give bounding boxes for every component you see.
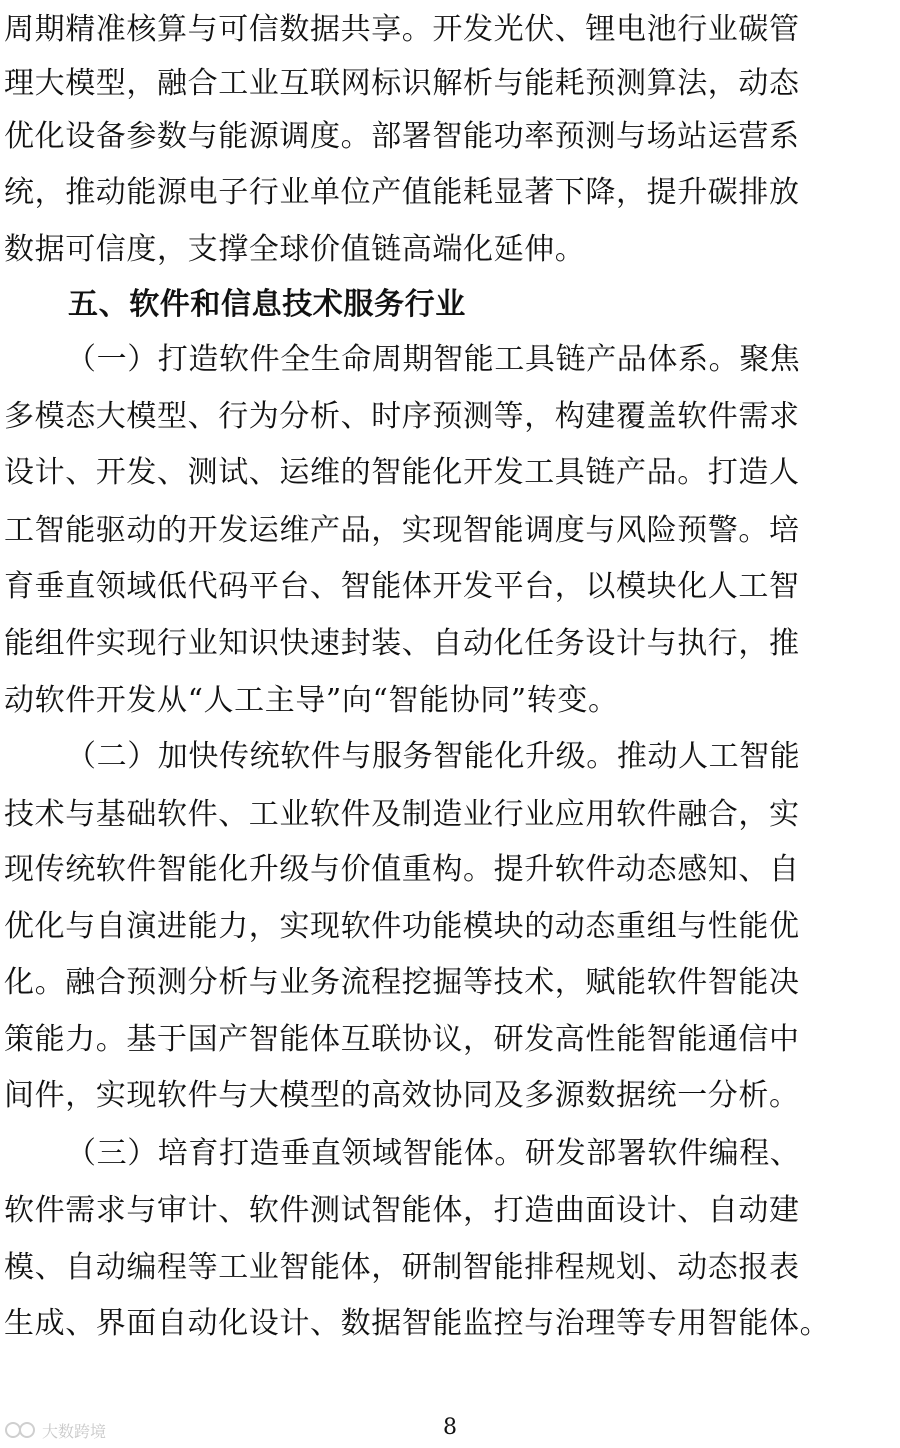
paragraph-line: 多模态大模型、行为分析、时序预测等，构建覆盖软件需求 bbox=[4, 399, 800, 434]
page-number: 8 bbox=[443, 1415, 457, 1440]
paragraph-line: 模、自动编程等工业智能体，研制智能排程规划、动态报表 bbox=[4, 1250, 800, 1285]
paragraph-line: 策能力。基于国产智能体互联协议，研发高性能智能通信中 bbox=[4, 1022, 800, 1057]
paragraph-line: 理大模型，融合工业互联网标识解析与能耗预测算法，动态 bbox=[4, 66, 800, 101]
paragraph-line: 周期精准核算与可信数据共享。开发光伏、锂电池行业碳管 bbox=[4, 12, 800, 47]
paragraph-line: 间件，实现软件与大模型的高效协同及多源数据统一分析。 bbox=[4, 1078, 800, 1113]
paragraph-line: 工智能驱动的开发运维产品，实现智能调度与风险预警。培 bbox=[4, 513, 800, 548]
subsection-title: （三）培育打造垂直领域智能体。 bbox=[66, 1136, 525, 1171]
watermark-text: 大数跨境 bbox=[42, 1421, 107, 1441]
paragraph-line: 能组件实现行业知识快速封装、自动化任务设计与执行，推 bbox=[4, 626, 800, 661]
paragraph-line: 数据可信度，支撑全球价值链高端化延伸。 bbox=[4, 232, 586, 267]
paragraph-text: 研发部署软件编程、 bbox=[525, 1136, 801, 1171]
paragraph-line: 优化设备参数与能源调度。部署智能功率预测与场站运营系 bbox=[4, 119, 800, 154]
subsection-line bbox=[0, 1126, 900, 1182]
paragraph-line: 育垂直领域低代码平台、智能体开发平台，以模块化人工智 bbox=[4, 569, 800, 604]
paragraph-line: 软件需求与审计、软件测试智能体，打造曲面设计、自动建 bbox=[4, 1193, 800, 1228]
subsection-title: （二）加快传统软件与服务智能化升级。 bbox=[66, 739, 617, 774]
paragraph-line: 化。融合预测分析与业务流程挖掘等技术，赋能软件智能决 bbox=[4, 965, 800, 1000]
subsection-title: （一）打造软件全生命周期智能工具链产品体系。 bbox=[66, 342, 740, 377]
paragraph-line: 统，推动能源电子行业单位产值能耗显著下降，提升碳排放 bbox=[4, 175, 800, 210]
subsection-line bbox=[0, 729, 900, 785]
paragraph-text: 聚焦 bbox=[739, 342, 801, 377]
paragraph-text: 推动人工智能 bbox=[616, 739, 801, 774]
paragraph-line: 设计、开发、测试、运维的智能化开发工具链产品。打造人 bbox=[4, 455, 800, 490]
subsection-line bbox=[0, 332, 900, 388]
paragraph-line: 现传统软件智能化升级与价值重构。提升软件动态感知、自 bbox=[4, 852, 800, 887]
paragraph-line: 动软件开发从“人工主导”向“智能协同”转变。 bbox=[4, 683, 619, 718]
paragraph-line: 技术与基础软件、工业软件及制造业行业应用软件融合，实 bbox=[4, 797, 800, 832]
paragraph-line: 生成、界面自动化设计、数据智能监控与治理等专用智能体。 bbox=[4, 1306, 831, 1341]
paragraph-line: 优化与自演进能力，实现软件功能模块的动态重组与性能优 bbox=[4, 909, 800, 944]
section-heading: 五、软件和信息技术服务行业 bbox=[68, 287, 466, 322]
